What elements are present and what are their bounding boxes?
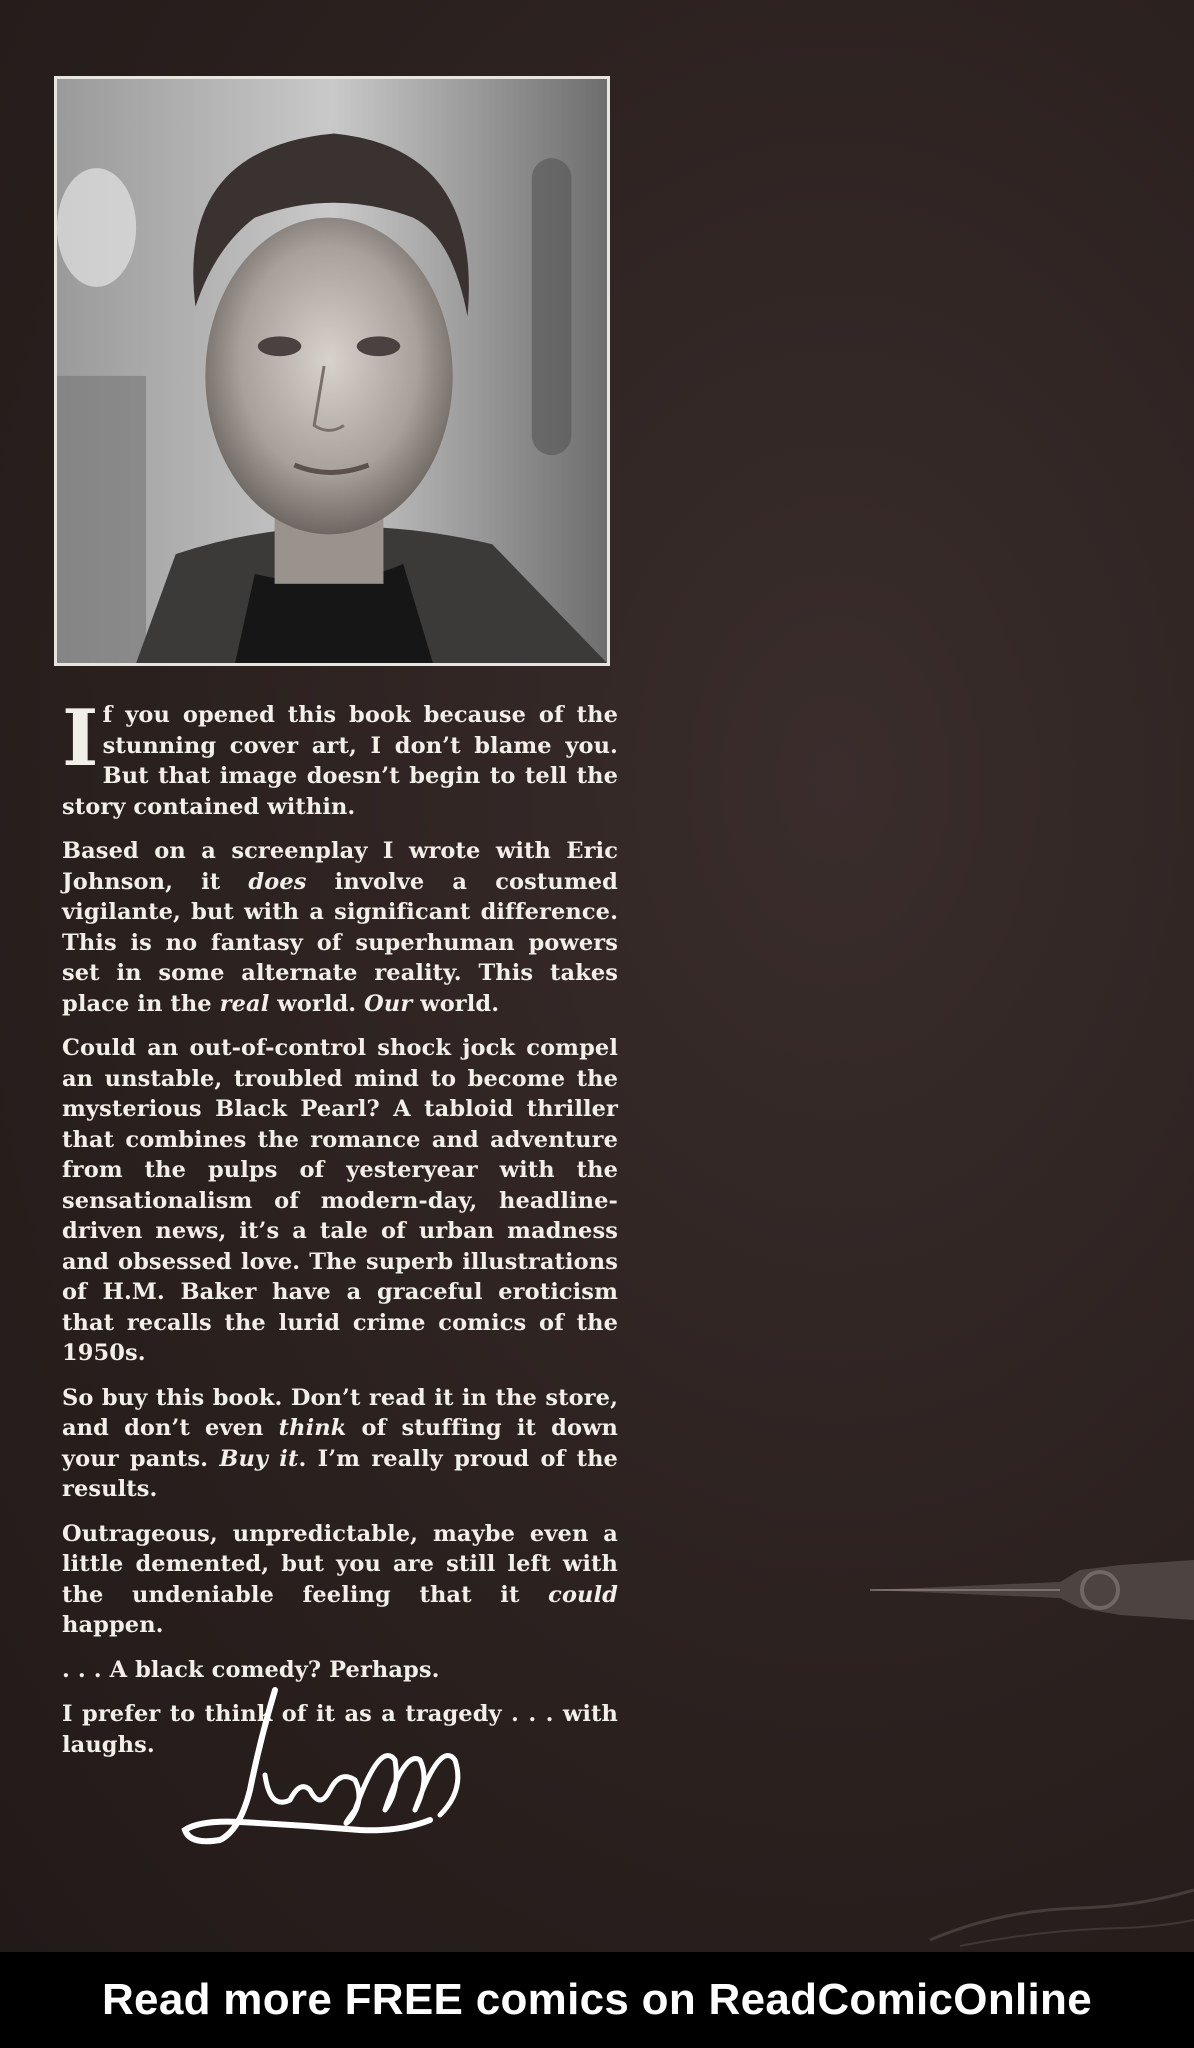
paragraph-7: I prefer to think of it as a tragedy . . . with laughs. <box>62 1701 618 1758</box>
portrait-image <box>57 79 607 663</box>
promo-footer-text[interactable]: Read more FREE comics on ReadComicOnline <box>101 1975 1092 2024</box>
ship-outline-decoration <box>920 1880 1194 1952</box>
paragraph-3: Could an out-of-control shock jock compel an unstable, troubled mind to become the mysterious Black Pearl? A tabloid thriller that combines the romance and adventure from the pulps of yesteryear with the sensationalism of modern-day, headline-driven news, it’s a tale of urban madness and obsessed love. The superb illustrations of H.M. Baker have a graceful eroticism that recalls the lurid crime comics of the 1950s. <box>62 1035 618 1366</box>
foreword-text <box>62 693 619 1774</box>
author-portrait-photo <box>54 76 610 666</box>
promo-footer-bar[interactable] <box>0 1952 1194 2048</box>
paragraph-2: Based on a screenplay I wrote with Eric Johnson, it does involve a costumed vigilante, but with a significant difference. This is no fantasy of superhuman powers set in some alternate reality. This takes place in the real world. Our world. <box>62 838 618 1017</box>
paragraph-6: . . . A black comedy? Perhaps. <box>62 1656 440 1683</box>
author-signature <box>180 1680 480 1860</box>
paragraph-4: So buy this book. Don’t read it in the store, and don’t even think of stuffing it down your pants. Buy it. I’m really proud of the results. <box>62 1384 619 1502</box>
paragraph-1: If you opened this book because of the stunning cover art, I don’t blame you. But that image doesn’t begin to tell the story contained within. <box>62 693 618 820</box>
paragraph-5: Outrageous, unpredictable, maybe even a little demented, but you are still left with the undeniable feeling that it could happen. <box>62 1520 618 1638</box>
spaceship-decoration <box>860 1530 1194 1650</box>
drop-cap: I <box>62 693 99 784</box>
